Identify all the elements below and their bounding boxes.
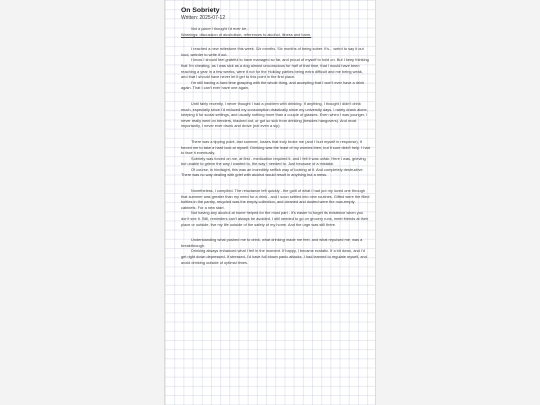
post-epigraph: Not a place I thought I'd ever be...: [191, 26, 250, 31]
paragraph: Nonetheless, I complied. The reluctance left quickly - the guilt of what I had put my loved one through that summer was greater than my need for a drink - and I soon settled into new routines. Gifted were the filled bottles in the pantry, recycled was the empty collection, and cleaned and dusted were the now-empty cabinets. For a new start.: [181, 188, 370, 210]
paragraph: I'm still having a hard time grasping with the whole thing, and accepting that I won't ever have a drink again. That I can't ever have one again.: [181, 79, 365, 91]
paragraph: Drinking always enhanced what I felt in the moment. If happy, I became ecstatic. If a bit down, and I'd get right down depressed. If stressed, I'd have full blown panic attacks. I had learned to regulate myself, and avoid drinking outside of optimal times.: [181, 248, 367, 265]
post-section-3: [181, 139, 370, 178]
post-section-1: [181, 46, 370, 91]
paragraph: Not having any alcohol at home helped for the most part - it's easier to forget its existence when you don't see it. Still, reminders can't always be avoided. I still needed to go on grocery runs, meet friends at their place or outside, live my life outside of the safety of my home. And the urge was still there.: [181, 210, 369, 227]
post-title: On Sobriety: [181, 7, 220, 14]
paragraph: I reached a new milestone this week. Six months. Six months of being sober. It's... weird to say it out loud, weirder to write it out.: [181, 46, 364, 57]
paragraph: Understanding what pushed me to drink, what drinking made me feel, and what repulsed me, was a breakthrough.: [181, 237, 363, 248]
post-section-5: [181, 237, 370, 265]
paragraph: Until fairly recently, I never thought I had a problem with drinking. If anything, I thought I didn't drink much, especially since I'd reduced my consumption drastically since my university days. I rarely drank alone, keeping it for social settings, and usually nothing more than a couple of glasses. Even when I was younger, I never really went on benders, blacked out, or got so sick from drinking (besides hangovers). And most importantly, I never ever drunk and drove (not even a sip).: [181, 100, 368, 129]
paragraph: Sobriety was forced on me, at first - medication required it, and I felt it was unfair. Here I was, grieving but unable to grieve the way I wanted to, the way I needed to. Just because of a mistake.: [181, 155, 366, 167]
paragraph: Of course, in hindsight, this was an incredibly selfish way of looking at it. And completely destructive. There was no way dealing with grief with alcohol would result in anything but a mess.: [181, 166, 364, 178]
paragraph: I know I should feel grateful to have managed so far, and proud of myself to hold on. But I keep thinking that I'm cheating, as I was sick as a dog almost unconscious for half of that time, that I would have been reaching a year in a few weeks, were it not for the Holiday parties being extra difficult and me being weak, and that I should have never let it get to this point in the first place.: [181, 57, 369, 80]
document-page: [164, 0, 376, 405]
post-section-4: [181, 188, 370, 227]
post-section-2: [181, 101, 370, 129]
paragraph: There was a tipping point, last summer, losses that truly broke me (and I hurt myself in response). It forced me to take a hard look at myself. Drinking was the least of my worries then, but it sure didn't help. I had to face it eventually.: [181, 138, 370, 156]
content-warning: Warnings: discussion of alcoholism, references to alcohol, illness and harm.: [181, 31, 312, 37]
emphasis: Six months: [255, 46, 276, 52]
post-date: Written: 2025-07-12: [181, 15, 226, 21]
